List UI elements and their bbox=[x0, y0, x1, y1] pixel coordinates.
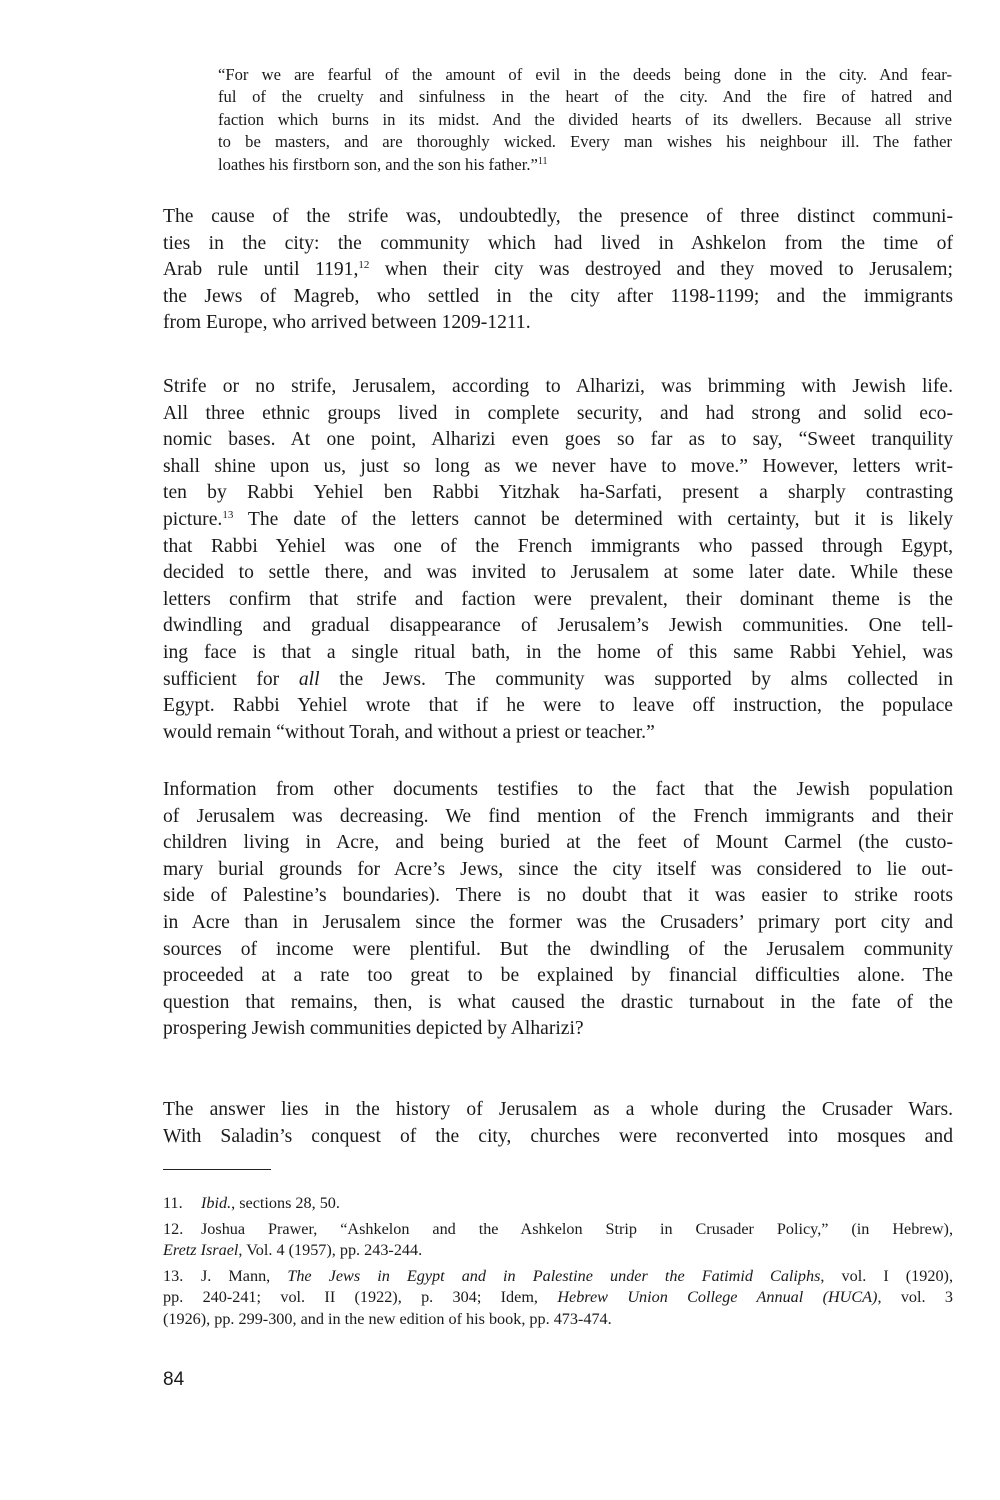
text-span: Arab rule until 1191, bbox=[163, 259, 359, 281]
footnote-text: Joshua Prawer, “Ashkelon and the Ashkelon Strip in Crusader Policy,” (in Hebrew), bbox=[201, 1219, 953, 1238]
text-line: the Jews of Magreb, who settled in the city after 1198-1199; and the immigrants bbox=[163, 285, 953, 307]
text-line: decided to settle there, and was invited to Jerusalem at some later date. While these bbox=[163, 562, 953, 584]
footnote-text: , vol. 3 bbox=[877, 1288, 953, 1306]
footnote-italic: Eretz Israel bbox=[163, 1241, 239, 1259]
text-line: would remain “without Torah, and without a priest or teacher.” bbox=[163, 721, 655, 743]
quote-text: loathes his firstborn son, and the son his father.” bbox=[218, 154, 538, 174]
footnote-divider bbox=[163, 1169, 271, 1170]
footnote-line bbox=[163, 1240, 953, 1262]
footnote-13 bbox=[163, 1266, 953, 1331]
footnote-number: 12. bbox=[163, 1219, 184, 1238]
paragraph-population-decrease bbox=[163, 777, 953, 1043]
paragraph-strife-cause bbox=[163, 204, 953, 337]
footnote-text: , vol. I (1920), bbox=[820, 1266, 953, 1285]
paragraph-crusader-wars bbox=[163, 1097, 953, 1150]
text-line: children living in Acre, and being buried at the feet of Mount Carmel (the custo- bbox=[163, 832, 953, 854]
text-line: that Rabbi Yehiel was one of the French immigrants who passed through Egypt, bbox=[163, 535, 953, 557]
text-line: The cause of the strife was, undoubtedly, the presence of three distinct communi- bbox=[163, 206, 953, 227]
page-number: 84 bbox=[163, 1369, 185, 1390]
text-line: All three ethnic groups lived in complete security, and had strong and solid eco- bbox=[163, 402, 953, 424]
footnote-11 bbox=[163, 1193, 953, 1215]
text-line: ing face is that a single ritual bath, in the home of this same Rabbi Yehiel, was bbox=[163, 641, 953, 663]
footnote-line bbox=[163, 1287, 953, 1309]
text-line: letters confirm that strife and faction were prevalent, their dominant theme is the bbox=[163, 588, 953, 610]
footnote-line bbox=[163, 1219, 953, 1241]
footnotes bbox=[163, 1193, 953, 1334]
quote-line: “For we are fearful of the amount of evil in the deeds being done in the city. And fear- bbox=[218, 65, 952, 84]
footnote-text: , Vol. 4 (1957), pp. 243-244. bbox=[238, 1241, 423, 1259]
text-line: sources of income were plentiful. But the dwindling of the Jerusalem community bbox=[163, 938, 953, 960]
text-line: shall shine upon us, just so long as we never have to move.” However, letters writ- bbox=[163, 455, 953, 477]
text-line: Strife or no strife, Jerusalem, according to Alharizi, was brimming with Jewish life. bbox=[163, 376, 953, 397]
text-line: ties in the city: the community which had lived in Ashkelon from the time of bbox=[163, 232, 953, 254]
footnote-line bbox=[163, 1193, 953, 1215]
text-line: Egypt. Rabbi Yehiel wrote that if he were to leave off instruction, the populace bbox=[163, 695, 953, 717]
footnote-line: (1926), pp. 299-300, and in the new edition of his book, pp. 473-474. bbox=[163, 1309, 612, 1328]
quote-line bbox=[218, 154, 952, 176]
footnote-line bbox=[163, 1266, 953, 1288]
footnote-number: 11. bbox=[163, 1194, 183, 1212]
footnote-italic: Hebrew Union College Annual (HUCA) bbox=[557, 1288, 878, 1306]
text-line: dwindling and gradual disappearance of Jerusalem’s Jewish communities. One tell- bbox=[163, 615, 953, 637]
footnote-ref-12: 12 bbox=[358, 259, 370, 272]
text-line: of Jerusalem was decreasing. We find mention of the French immigrants and their bbox=[163, 805, 953, 827]
text-span: when their city was destroyed and they moved to Jerusalem; bbox=[369, 259, 953, 281]
text-span: The date of the letters cannot be determined with certainty, but it is likely bbox=[233, 508, 953, 530]
text-line: proceeded at a rate too great to be explained by financial difficulties alone. The bbox=[163, 965, 953, 987]
text-line: prospering Jewish communities depicted by Alharizi? bbox=[163, 1018, 584, 1040]
quote-line: to be masters, and are thoroughly wicked. Every man wishes his neighbour ill. The father bbox=[218, 132, 952, 152]
footnote-text: pp. 240-241; vol. II (1922), p. 304; Idem, bbox=[163, 1288, 558, 1306]
text-line: nomic bases. At one point, Alharizi even goes so far as to say, “Sweet tranquility bbox=[163, 429, 953, 451]
text-span: the Jews. The community was supported by alms collected in bbox=[319, 668, 953, 690]
text-line: Information from other documents testifies to the fact that the Jewish population bbox=[163, 779, 953, 800]
footnote-12 bbox=[163, 1219, 953, 1262]
text-span: picture. bbox=[163, 508, 223, 530]
text-line: ten by Rabbi Yehiel ben Rabbi Yitzhak ha-Sarfati, present a sharply contrasting bbox=[163, 482, 953, 504]
text-line: The answer lies in the history of Jerusalem as a whole during the Crusader Wars. bbox=[163, 1099, 953, 1120]
quote-line: ful of the cruelty and sinfulness in the heart of the city. And the fire of hatred and bbox=[218, 87, 952, 107]
text-line bbox=[163, 507, 953, 534]
text-line: question that remains, then, is what caused the drastic turnabout in the fate of the bbox=[163, 991, 953, 1013]
text-line: mary burial grounds for Acre’s Jews, since the city itself was considered to lie out- bbox=[163, 858, 953, 880]
footnote-ref-13: 13 bbox=[222, 508, 234, 521]
footnote-number: 13. bbox=[163, 1266, 184, 1285]
emphasis: all bbox=[298, 668, 320, 690]
text-line bbox=[163, 667, 953, 694]
footnote-italic: The Jews in Egypt and in Palestine under the Fatimid Caliphs bbox=[287, 1266, 821, 1285]
text-span: sufficient for bbox=[163, 668, 299, 690]
quote-line: faction which burns in its midst. And the divided hearts of its dwellers. Because all strive bbox=[218, 109, 952, 129]
text-line: from Europe, who arrived between 1209-1211. bbox=[163, 312, 531, 334]
footnote-text: J. Mann, bbox=[201, 1266, 288, 1285]
footnote-ref-11: 11 bbox=[537, 155, 548, 167]
text-line: side of Palestine’s boundaries). There is no doubt that it was easier to strike roots bbox=[163, 885, 953, 907]
text-line: With Saladin’s conquest of the city, churches were reconverted into mosques and bbox=[163, 1125, 953, 1147]
paragraph-jewish-life bbox=[163, 374, 953, 746]
block-quote bbox=[218, 64, 952, 176]
footnote-text: , sections 28, 50. bbox=[231, 1194, 340, 1212]
text-line bbox=[163, 257, 953, 284]
footnote-italic: Ibid. bbox=[201, 1194, 232, 1212]
text-line: in Acre than in Jerusalem since the former was the Crusaders’ primary port city and bbox=[163, 911, 953, 933]
